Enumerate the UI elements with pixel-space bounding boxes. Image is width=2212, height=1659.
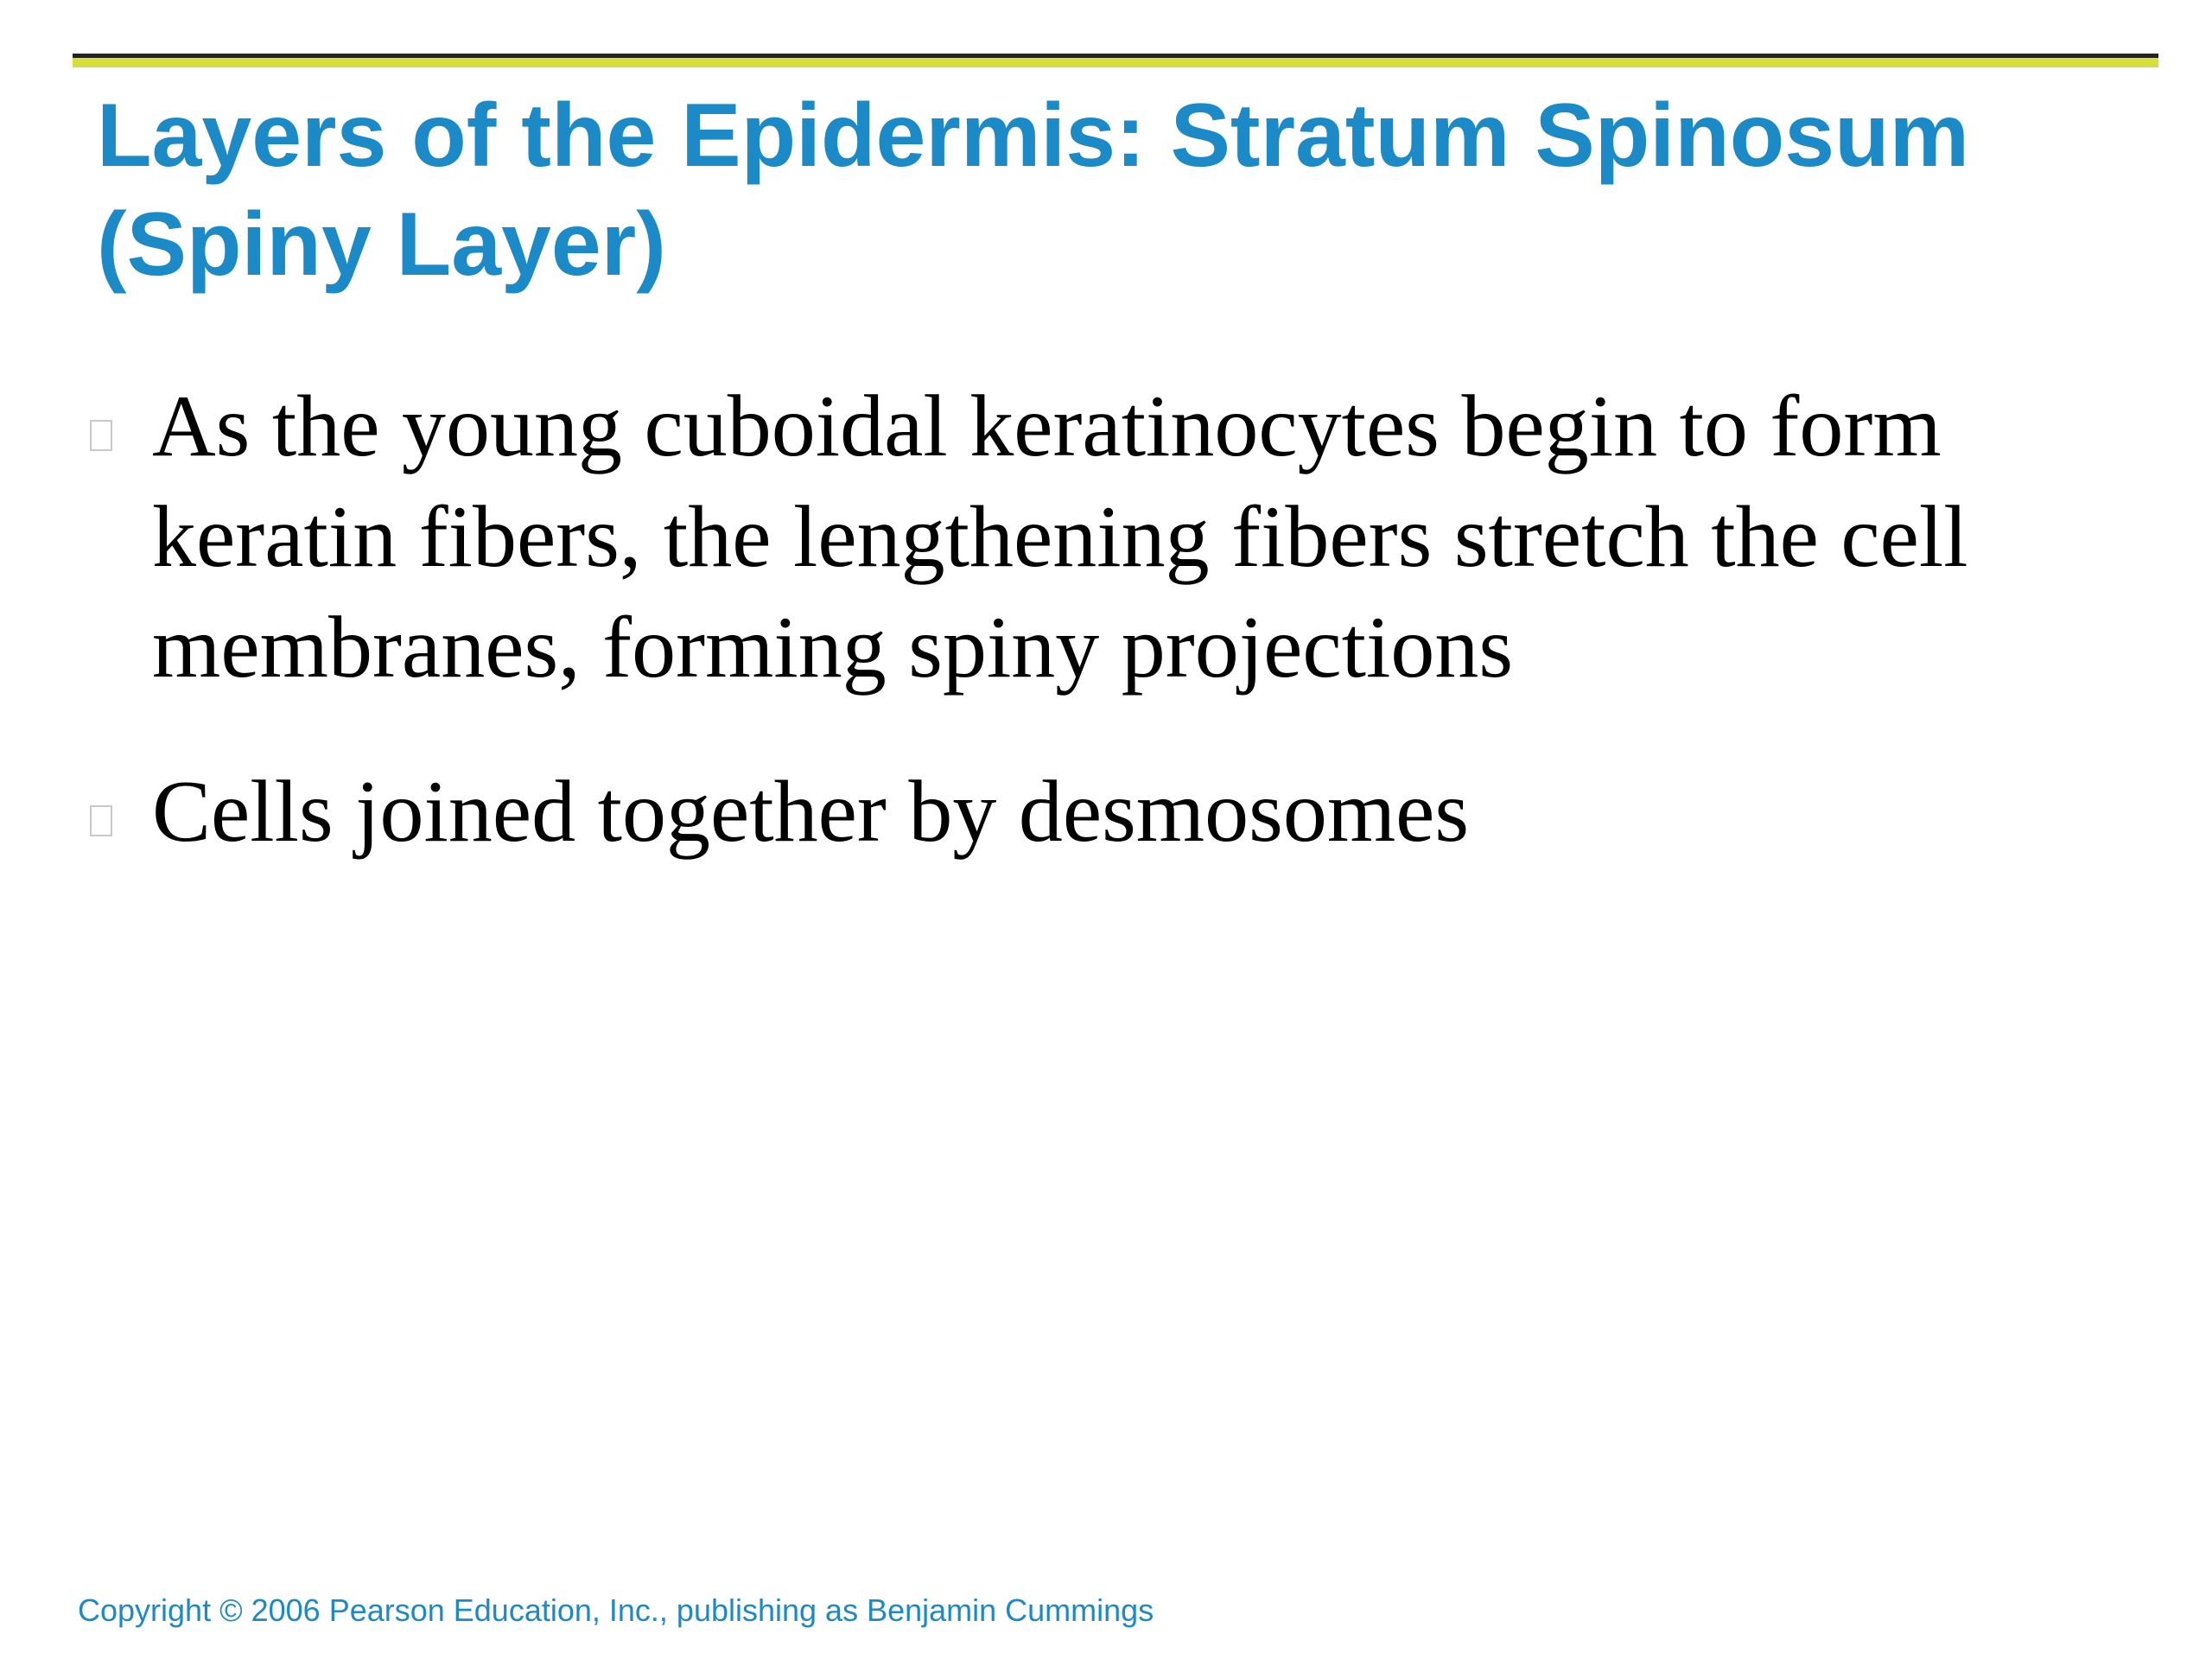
square-bullet-icon	[90, 420, 112, 451]
square-bullet-icon	[90, 805, 112, 836]
bullet-item	[90, 372, 2146, 703]
bullet-list	[90, 372, 2146, 921]
bullet-text: Cells joined together by desmosomes	[152, 763, 1470, 861]
title-divider-accent	[73, 58, 2158, 67]
title-divider	[73, 54, 2158, 67]
bullet-text: As the young cuboidal keratinocytes begin to form keratin fibers, the lengthening fibers stretch the cell membranes, forming spiny projections	[152, 378, 1968, 696]
bullet-item	[90, 757, 2146, 868]
slide-title: Layers of the Epidermis: Stratum Spinosum (Spiny Layer)	[97, 86, 1970, 295]
copyright-footer: Copyright © 2006 Pearson Education, Inc., publishing as Benjamin Cummings	[78, 1592, 1154, 1628]
